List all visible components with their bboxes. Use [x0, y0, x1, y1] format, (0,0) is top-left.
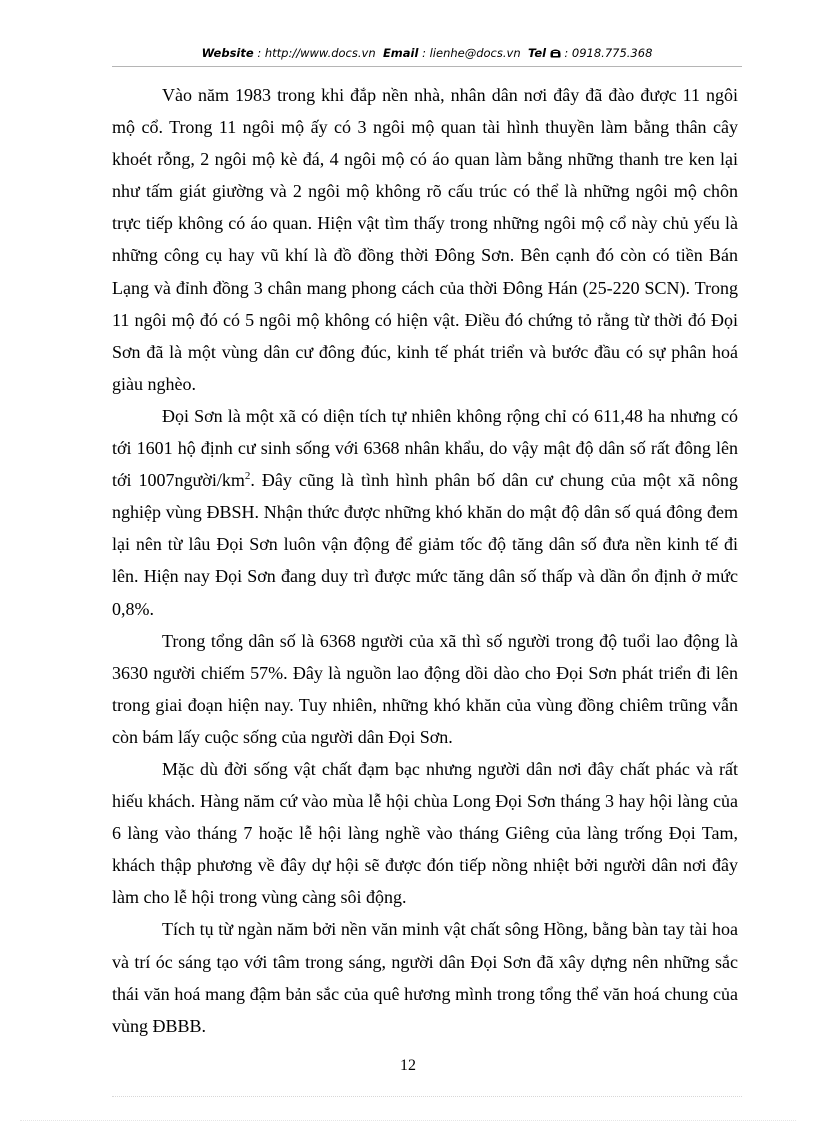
page-header — [112, 46, 742, 61]
header-divider — [112, 66, 742, 67]
footer-divider — [112, 1096, 742, 1097]
website-url: : http://www.docs.vn — [257, 46, 376, 60]
email-address: : lienhe@docs.vn — [422, 46, 521, 60]
page-edge-dots — [20, 1120, 796, 1121]
phone-icon — [550, 47, 561, 61]
document-body — [112, 79, 738, 1042]
paragraph-2 — [112, 400, 738, 625]
paragraph-2-part-2: . Đây cũng là tình hình phân bố dân cư chung của một xã nông nghiệp vùng ĐBSH. Nhận thức được những khó khăn do mật độ dân số quá đông đem lại nên từ lâu Đọi Sơn luôn vận động để giảm tốc độ tăng dân số đưa nền kinh tế đi lên. Hiện nay Đọi Sơn đang duy trì được mức tăng dân số thấp và dần ổn định ở mức 0,8%. — [112, 470, 738, 619]
paragraph-1: Vào năm 1983 trong khi đắp nền nhà, nhân dân nơi đây đã đào được 11 ngôi mộ cổ. Trong 11 ngôi mộ ấy có 3 ngôi mộ quan tài hình thuyền làm bằng thân cây khoét rỗng, 2 ngôi mộ kè đá, 4 ngôi mộ có áo quan làm bằng những thanh tre ken lại như tấm giát giường và 2 ngôi mộ không rõ cấu trúc có thể là những ngôi mộ chôn trực tiếp không có áo quan. Hiện vật tìm thấy trong những ngôi mộ cổ này chủ yếu là những công cụ hay vũ khí là đồ đồng thời Đông Sơn. Bên cạnh đó còn có tiền Bán Lạng và đỉnh đồng 3 chân mang phong cách của thời Đông Hán (25-220 SCN). Trong 11 ngôi mộ đó có 5 ngôi mộ không có hiện vật. Điều đó chứng tỏ rằng từ thời đó Đọi Sơn đã là một vùng dân cư đông đúc, kinh tế phát triển và bước đầu có sự phân hoá giàu nghèo. — [112, 85, 738, 394]
tel-number: : 0918.775.368 — [564, 46, 653, 60]
paragraph-3: Trong tổng dân số là 6368 người của xã thì số người trong độ tuổi lao động là 3630 người chiếm 57%. Đây là nguồn lao động dồi dào cho Đọi Sơn phát triển đi lên trong giai đoạn hiện nay. Tuy nhiên, những khó khăn của vùng đồng chiêm trũng vẫn còn bám lấy cuộc sống của người dân Đọi Sơn. — [112, 630, 738, 747]
page-number: 12 — [400, 1057, 416, 1074]
paragraph-4: Mặc dù đời sống vật chất đạm bạc nhưng người dân nơi đây chất phác và rất hiếu khách. Hàng năm cứ vào mùa lễ hội chùa Long Đọi Sơn tháng 3 hay hội làng của 6 làng vào tháng 7 hoặc lễ hội làng nghề vào tháng Giêng của làng trống Đọi Tam, khách thập phương về đây dự hội sẽ được đón tiếp nồng nhiệt bởi người dân nơi đây làm cho lễ hội trong vùng càng sôi động. — [112, 758, 738, 908]
website-label: Website — [201, 46, 254, 60]
superscript-2: 2 — [244, 470, 251, 483]
paragraph-5: Tích tụ từ ngàn năm bởi nền văn minh vật chất sông Hồng, bằng bàn tay tài hoa và trí óc sáng tạo với tâm trong sáng, người dân Đọi Sơn đã xây dựng nên những sắc thái văn hoá mang đậm bản sắc của quê hương mình trong tổng thể văn hoá chung của vùng ĐBBB. — [112, 919, 738, 1036]
email-label: Email — [382, 46, 419, 60]
tel-label: Tel — [527, 46, 547, 60]
paragraph-2-part-1: Đọi Sơn là một xã có diện tích tự nhiên không rộng chỉ có 611,48 ha nhưng có tới 1601 hộ định cư sinh sống với 6368 nhân khẩu, do vậy mật độ dân số rất đông lên tới 1007người/km — [112, 405, 738, 491]
